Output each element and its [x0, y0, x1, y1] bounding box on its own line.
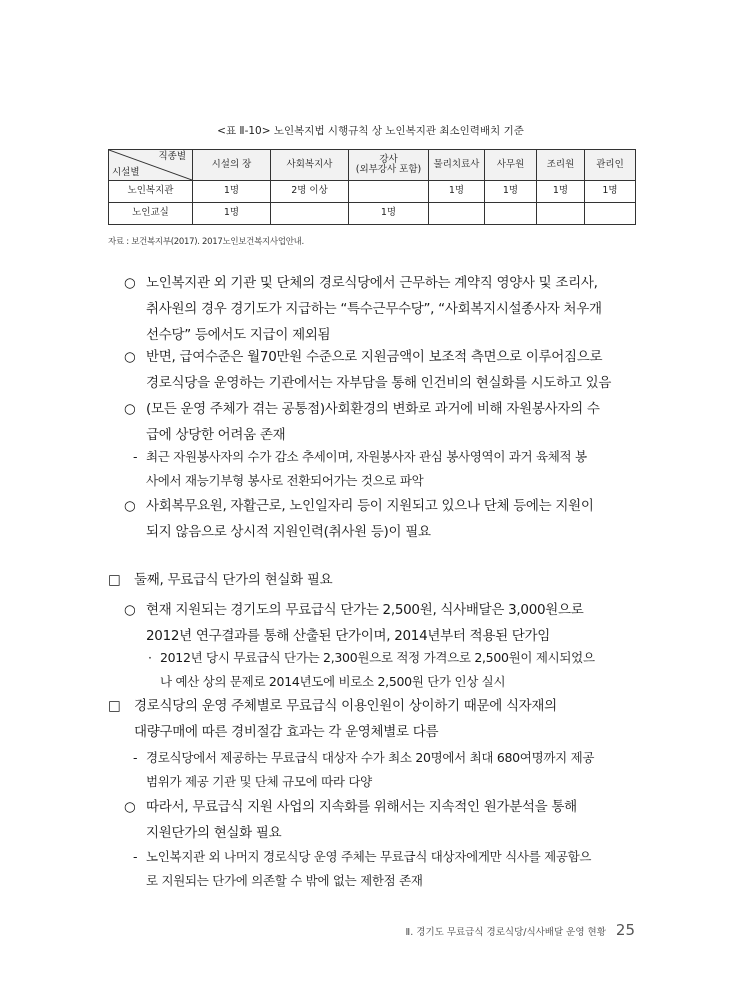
footer-section-title: Ⅱ. 경기도 무료급식 경로식당/식사배달 운영 현황: [405, 927, 606, 938]
circle-bullet-icon: ○: [124, 349, 136, 365]
paragraph-line: 따라서, 무료급식 지원 사업의 지속화를 위해서는 지속적인 원가분석을 통해: [146, 799, 577, 815]
paragraph-line: 최근 자원봉사자의 수가 감소 추세이며, 자원봉사자 관심 봉사영역이 과거 육체적 봉: [146, 449, 587, 464]
circle-bullet-icon: ○: [124, 275, 136, 291]
paragraph-line: 현재 지원되는 경기도의 무료급식 단가는 2,500원, 식사배달은 3,000원으로: [146, 602, 584, 618]
paragraph-line: 사회복무요원, 자활근로, 노인일자리 등이 지원되고 있으나 단체 등에는 지원이: [146, 498, 594, 514]
table-corner-cell: [109, 150, 193, 181]
row-label: 노인교실: [109, 203, 193, 225]
table-source-note: 자료 : 보건복지부(2017). 2017노인보건복지사업안내.: [108, 237, 304, 247]
section-heading: [108, 567, 333, 593]
paragraph-line: 범위가 제공 기관 및 단체 규모에 따라 다양: [146, 774, 372, 789]
paragraph-line: 경로식당을 운영하는 기관에서는 자부담을 통해 인건비의 현실화를 시도하고 있음: [146, 375, 612, 391]
bullet-paragraph: [124, 270, 602, 348]
paragraph-line: 선수당” 등에서도 지급이 제외됨: [146, 327, 331, 343]
paragraph-line: 경로식당에서 제공하는 무료급식 대상자 수가 최소 20명에서 최대 680여명까지 제공: [146, 750, 595, 765]
header-cell: 사회복지사: [271, 150, 349, 181]
paragraph-line: 대량구매에 따른 경비절감 효과는 각 운영체별로 다름: [134, 724, 439, 740]
dash-bullet-icon: -: [133, 849, 138, 864]
paragraph-line: 2012년 연구결과를 통해 산출된 단가이며, 2014년부터 적용된 단가임: [146, 628, 551, 644]
table-cell: [429, 203, 485, 225]
bullet-paragraph: [124, 344, 612, 396]
paragraph-line: 반면, 급여수준은 월70만원 수준으로 지원금액이 보조적 측면으로 이루어짐으로: [146, 349, 603, 365]
header-cell: 강사 (외부강사 포함): [349, 150, 429, 181]
dash-paragraph: [133, 445, 587, 493]
bullet-paragraph: [124, 794, 577, 846]
table-cell: [349, 181, 429, 203]
header-cell: 물리치료사: [429, 150, 485, 181]
bullet-paragraph: [124, 396, 600, 448]
paragraph-line: (모든 운영 주체가 겪는 공통점)사회환경의 변화로 과거에 비해 자원봉사자의 수: [146, 401, 600, 417]
paragraph-line: 노인복지관 외 기관 및 단체의 경로식당에서 근무하는 계약직 영양사 및 조리사,: [146, 275, 598, 291]
staffing-table: [108, 149, 636, 225]
row-label: 노인복지관: [109, 181, 193, 203]
square-bullet-icon: □: [108, 572, 121, 588]
circle-bullet-icon: ○: [124, 401, 136, 417]
page-footer: [406, 921, 635, 939]
corner-label-occupation: 직종별: [158, 151, 186, 162]
table-row: [109, 203, 636, 225]
paragraph-line: 취사원의 경우 경기도가 지급하는 “특수근무수당”, “사회복지시설종사자 처우개: [146, 301, 602, 317]
table-cell: 2명 이상: [271, 181, 349, 203]
paragraph-line: 경로식당의 운영 주체별로 무료급식 이용인원이 상이하기 때문에 식자재의: [134, 698, 557, 714]
corner-label-facility: 시설별: [112, 166, 140, 178]
paragraph-line: 급에 상당한 어려움 존재: [146, 427, 286, 443]
table-cell: [271, 203, 349, 225]
header-cell: 관리인: [585, 150, 636, 181]
paragraph-line: 로 지원되는 단가에 의존할 수 밖에 없는 제한점 존재: [146, 873, 423, 888]
circle-bullet-icon: ○: [124, 799, 136, 815]
bullet-paragraph: [124, 493, 594, 545]
paragraph-line: 노인복지관 외 나머지 경로식당 운영 주체는 무료급식 대상자에게만 식사를 제공함으: [146, 849, 592, 864]
header-cell: 사무원: [485, 150, 537, 181]
dash-bullet-icon: -: [133, 449, 138, 464]
table-cell: [485, 203, 537, 225]
paragraph-line: 둘째, 무료급식 단가의 현실화 필요: [134, 572, 333, 588]
table-cell: 1명: [193, 181, 271, 203]
table-cell: 1명: [429, 181, 485, 203]
table-cell: 1명: [485, 181, 537, 203]
circle-bullet-icon: ○: [124, 498, 136, 514]
dash-paragraph: [133, 746, 595, 794]
table-cell: 1명: [537, 181, 585, 203]
paragraph-line: 지원단가의 현실화 필요: [146, 825, 282, 841]
dot-paragraph: [148, 646, 595, 694]
table-cell: [585, 203, 636, 225]
paragraph-line: 나 예산 상의 문제로 2014년도에 비로소 2,500원 단가 인상 실시: [160, 674, 506, 689]
table-cell: [537, 203, 585, 225]
bullet-paragraph: [124, 597, 584, 649]
paragraph-line: 사에서 재능기부형 봉사로 전환되어가는 것으로 파악: [146, 473, 424, 488]
paragraph-line: 2012년 당시 무료급식 단가는 2,300원으로 적정 가격으로 2,500원이 제시되었으: [160, 650, 595, 665]
paragraph-line: 되지 않음으로 상시적 지원인력(취사원 등)이 필요: [146, 524, 431, 540]
header-cell: 시설의 장: [193, 150, 271, 181]
circle-bullet-icon: ○: [124, 602, 136, 618]
dash-paragraph: [133, 845, 592, 893]
square-bullet-icon: □: [108, 698, 121, 714]
page-number: 25: [615, 921, 635, 939]
section-heading: [108, 693, 557, 745]
table-cell: 1명: [585, 181, 636, 203]
dash-bullet-icon: -: [133, 750, 138, 765]
table-row: [109, 181, 636, 203]
table-header-row: [109, 150, 636, 181]
dot-bullet-icon: ·: [148, 650, 152, 665]
table-cell: 1명: [193, 203, 271, 225]
table-caption: <표 Ⅱ-10> 노인복지법 시행규칙 상 노인복지관 최소인력배치 기준: [217, 125, 524, 137]
header-cell: 조리원: [537, 150, 585, 181]
table-cell: 1명: [349, 203, 429, 225]
